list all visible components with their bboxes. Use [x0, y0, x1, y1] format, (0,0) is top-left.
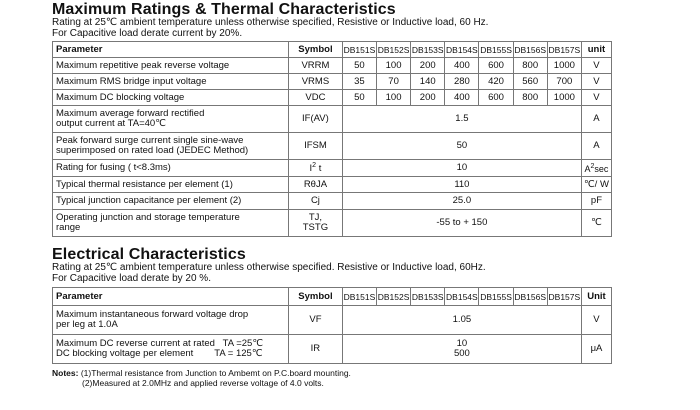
- max-ratings-table: [52, 41, 612, 237]
- header-unit: unit: [581, 42, 611, 58]
- table-row: [53, 74, 612, 90]
- header-device: DB151S: [342, 42, 376, 58]
- row-value: 100: [377, 90, 411, 106]
- row-unit: V: [581, 90, 611, 106]
- header-device: DB156S: [513, 288, 547, 306]
- row-value: 25.0: [342, 193, 581, 210]
- row-parameter-line: per leg at 1.0A: [56, 319, 118, 330]
- row-value: 800: [513, 90, 547, 106]
- row-parameter: Typical junction capacitance per element (2): [53, 193, 289, 210]
- note-1: (1)Thermal resistance from Junction to Ambemt on P.C.board mounting.: [80, 368, 351, 378]
- row-value: 800: [513, 58, 547, 74]
- header-device: DB154S: [445, 288, 479, 306]
- row-unit: pF: [581, 193, 611, 210]
- row-unit: A: [581, 106, 611, 133]
- row-parameter: [53, 306, 289, 335]
- row-value: 200: [411, 90, 445, 106]
- row-parameter: Maximum DC blocking voltage: [53, 90, 289, 106]
- row-symbol: IFSM: [289, 133, 343, 160]
- section2-title: Electrical Characteristics: [52, 246, 246, 263]
- row-symbol: Cj: [289, 193, 343, 210]
- row-symbol: VRRM: [289, 58, 343, 74]
- table-row: [53, 133, 612, 160]
- row-symbol: RθJA: [289, 177, 343, 193]
- unit-superscript: 2: [590, 163, 595, 170]
- table-header-row: [53, 42, 612, 58]
- row-value: 560: [513, 74, 547, 90]
- row-value: 400: [445, 58, 479, 74]
- row-value: 600: [479, 58, 513, 74]
- row-symbol: IF(AV): [289, 106, 343, 133]
- row-parameter-line: superimposed on rated load (JEDEC Method): [56, 145, 249, 156]
- symbol-rest: t: [316, 163, 322, 175]
- header-device: DB153S: [411, 288, 445, 306]
- table-row: [53, 106, 612, 133]
- row-value: -55 to + 150: [342, 210, 581, 237]
- symbol-line: TSTG: [302, 222, 329, 233]
- header-device: DB153S: [411, 42, 445, 58]
- row-value: 1000: [547, 58, 581, 74]
- row-value: 1.05: [342, 306, 581, 335]
- unit-rest: sec: [594, 164, 609, 174]
- row-value: 400: [445, 90, 479, 106]
- row-value: 70: [377, 74, 411, 90]
- table-row: [53, 193, 612, 210]
- note-2: (2)Measured at 2.0MHz and applied reverse voltage of 4.0 volts.: [82, 378, 324, 388]
- note-line: [52, 368, 612, 378]
- row-unit: ℃/ W: [581, 177, 611, 193]
- row-parameter: [53, 335, 289, 364]
- header-parameter: Parameter: [53, 42, 289, 58]
- row-unit: A: [581, 133, 611, 160]
- row-parameter-line: output current at TA=40℃: [56, 118, 166, 129]
- notes: [52, 368, 612, 388]
- notes-label: Notes:: [52, 368, 79, 378]
- row-parameter-line: Maximum average forward rectified: [56, 108, 205, 119]
- row-value: [342, 335, 581, 364]
- row-symbol: [289, 210, 343, 237]
- section1-subtitle-1: Rating at 25℃ ambient temperature unless otherwise specified, Resistive or Inductive load, 60 Hz.: [52, 17, 489, 28]
- header-device: DB155S: [479, 288, 513, 306]
- header-device: DB157S: [547, 288, 581, 306]
- row-parameter: Rating for fusing ( t<8.3ms): [53, 160, 289, 177]
- symbol-superscript: 2: [312, 162, 317, 170]
- section1-subtitle-2: For Capacitive load derate current by 20%.: [52, 27, 243, 39]
- table-row: [53, 58, 612, 74]
- row-value-line: 500: [453, 348, 470, 359]
- header-device: DB156S: [513, 42, 547, 58]
- row-value: 100: [377, 58, 411, 74]
- symbol-line: TJ,: [308, 212, 323, 223]
- row-parameter-line: Maximum instantaneous forward voltage drop: [56, 309, 249, 320]
- row-value: 280: [445, 74, 479, 90]
- row-parameter: [53, 133, 289, 160]
- section1-title: Maximum Ratings & Thermal Characteristics: [52, 1, 396, 18]
- header-device: DB151S: [342, 288, 376, 306]
- electrical-table: [52, 287, 612, 364]
- row-unit: V: [581, 58, 611, 74]
- section2-subtitle-1: Rating at 25℃ ambient temperature unless otherwise specified. Resistive or Inductive load, 60Hz.: [52, 262, 486, 273]
- row-unit: μA: [581, 335, 611, 364]
- header-device: DB154S: [445, 42, 479, 58]
- row-parameter-line: Peak forward surge current single sine-wave: [56, 135, 244, 146]
- row-unit: V: [581, 306, 611, 335]
- row-value: 1000: [547, 90, 581, 106]
- header-device: DB155S: [479, 42, 513, 58]
- row-value: 50: [342, 90, 376, 106]
- row-value: 200: [411, 58, 445, 74]
- header-unit: Unit: [581, 288, 611, 306]
- row-symbol: VDC: [289, 90, 343, 106]
- table-row: [53, 210, 612, 237]
- row-value: 50: [342, 133, 581, 160]
- header-symbol: Symbol: [289, 42, 343, 58]
- row-parameter: Maximum repetitive peak reverse voltage: [53, 58, 289, 74]
- row-unit: ℃: [581, 210, 611, 237]
- row-value: 600: [479, 90, 513, 106]
- row-symbol: VRMS: [289, 74, 343, 90]
- row-value: 10: [342, 160, 581, 177]
- header-parameter: Parameter: [53, 288, 289, 306]
- row-parameter: Maximum RMS bridge input voltage: [53, 74, 289, 90]
- header-symbol: Symbol: [289, 288, 343, 306]
- header-device: DB157S: [547, 42, 581, 58]
- row-value: 140: [411, 74, 445, 90]
- row-parameter-line: DC blocking voltage per element TA = 125℃: [56, 348, 263, 359]
- row-parameter: Typical thermal resistance per element (1): [53, 177, 289, 193]
- note-line: [52, 378, 612, 388]
- row-parameter-line: range: [56, 222, 81, 233]
- table-row: [53, 160, 612, 177]
- symbol-base: I: [309, 163, 313, 175]
- datasheet: [52, 2, 612, 388]
- row-symbol: [289, 160, 343, 177]
- table-row: [53, 177, 612, 193]
- row-value: 700: [547, 74, 581, 90]
- table-row: [53, 306, 612, 335]
- unit-base: A: [584, 164, 591, 174]
- header-device: DB152S: [377, 42, 411, 58]
- row-symbol: IR: [289, 335, 343, 364]
- row-value: 110: [342, 177, 581, 193]
- table-header-row: [53, 288, 612, 306]
- row-value: 50: [342, 58, 376, 74]
- table-row: [53, 90, 612, 106]
- row-unit: [581, 160, 611, 177]
- row-unit: V: [581, 74, 611, 90]
- row-value: 420: [479, 74, 513, 90]
- row-value: 1.5: [342, 106, 581, 133]
- table-row: [53, 335, 612, 364]
- row-parameter-line: Operating junction and storage temperature: [56, 212, 240, 223]
- row-value: 35: [342, 74, 376, 90]
- row-parameter-line: Maximum DC reverse current at rated TA =25℃: [56, 338, 263, 349]
- row-value-line: 10: [456, 338, 468, 349]
- row-symbol: VF: [289, 306, 343, 335]
- row-parameter: [53, 210, 289, 237]
- section2-subtitle-2: For Capacitive load derate by 20 %.: [52, 272, 211, 284]
- header-device: DB152S: [377, 288, 411, 306]
- row-parameter: [53, 106, 289, 133]
